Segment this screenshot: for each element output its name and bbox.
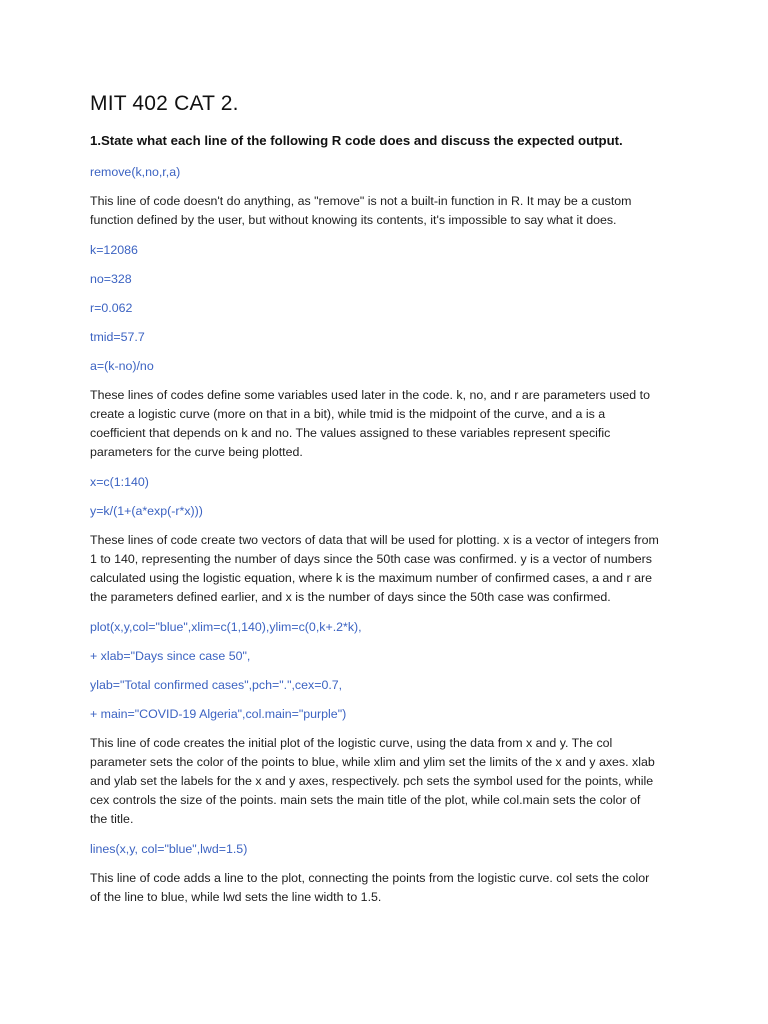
explanation-paragraph (90, 734, 690, 829)
code-line: a=(k-no)/no (90, 359, 154, 373)
paragraph-line: function defined by the user, but without knowing its contents, it's impossible to say what it does. (90, 213, 617, 227)
code-line: lines(x,y, col="blue",lwd=1.5) (90, 842, 248, 856)
paragraph-line: the title. (90, 812, 134, 826)
code-line: x=c(1:140) (90, 475, 149, 489)
paragraph-line: These lines of code create two vectors of data that will be used for plotting. x is a vector of integers from (90, 533, 659, 547)
paragraph-line: parameters for the curve being plotted. (90, 445, 303, 459)
paragraph-line: This line of code doesn't do anything, as "remove" is not a built-in function in R. It may be a custom (90, 194, 632, 208)
paragraph-line: coefficient that depends on k and no. The values assigned to these variables represent specific (90, 426, 611, 440)
code-line: no=328 (90, 272, 132, 286)
paragraph-line: These lines of codes define some variables used later in the code. k, no, and r are parameters used to (90, 388, 650, 402)
paragraph-line: the parameters defined earlier, and x is the number of days since the 50th case was confirmed. (90, 590, 611, 604)
paragraph-line: parameter sets the color of the points to blue, while xlim and ylim set the limits of the x and y axes. xlab (90, 755, 655, 769)
paragraph-line: This line of code creates the initial plot of the logistic curve, using the data from x and y. The col (90, 736, 613, 750)
code-line: plot(x,y,col="blue",xlim=c(1,140),ylim=c(0,k+.2*k), (90, 620, 362, 634)
explanation-paragraph (90, 869, 690, 907)
paragraph-line: and ylab set the labels for the x and y axes, respectively. pch sets the symbol used for the points, while (90, 774, 654, 788)
code-line: + main="COVID-19 Algeria",col.main="purple") (90, 707, 347, 721)
code-line: ylab="Total confirmed cases",pch=".",cex=0.7, (90, 678, 343, 692)
explanation-paragraph (90, 531, 690, 607)
explanation-paragraph (90, 386, 690, 462)
paragraph-line: calculated using the logistic equation, where k is the maximum number of confirmed cases, a and r are (90, 571, 652, 585)
explanation-paragraph (90, 192, 690, 230)
question-heading: 1.State what each line of the following R code does and discuss the expected output. (90, 133, 623, 148)
paragraph-line: of the line to blue, while lwd sets the line width to 1.5. (90, 890, 382, 904)
code-line: remove(k,no,r,a) (90, 165, 181, 179)
document-blocks (90, 163, 690, 907)
document-body (90, 92, 690, 918)
code-line: r=0.062 (90, 301, 133, 315)
document-title: MIT 402 CAT 2. (90, 92, 239, 115)
paragraph-line: This line of code adds a line to the plot, connecting the points from the logistic curve. col sets the color (90, 871, 650, 885)
paragraph-line: create a logistic curve (more on that in a bit), while tmid is the midpoint of the curve, and a is a (90, 407, 606, 421)
code-line: + xlab="Days since case 50", (90, 649, 251, 663)
code-line: k=12086 (90, 243, 138, 257)
code-line: y=k/(1+(a*exp(-r*x))) (90, 504, 203, 518)
paragraph-line: 1 to 140, representing the number of days since the 50th case was confirmed. y is a vector of numbers (90, 552, 653, 566)
paragraph-line: cex controls the size of the points. main sets the main title of the plot, while col.main sets the color of (90, 793, 641, 807)
code-line: tmid=57.7 (90, 330, 145, 344)
